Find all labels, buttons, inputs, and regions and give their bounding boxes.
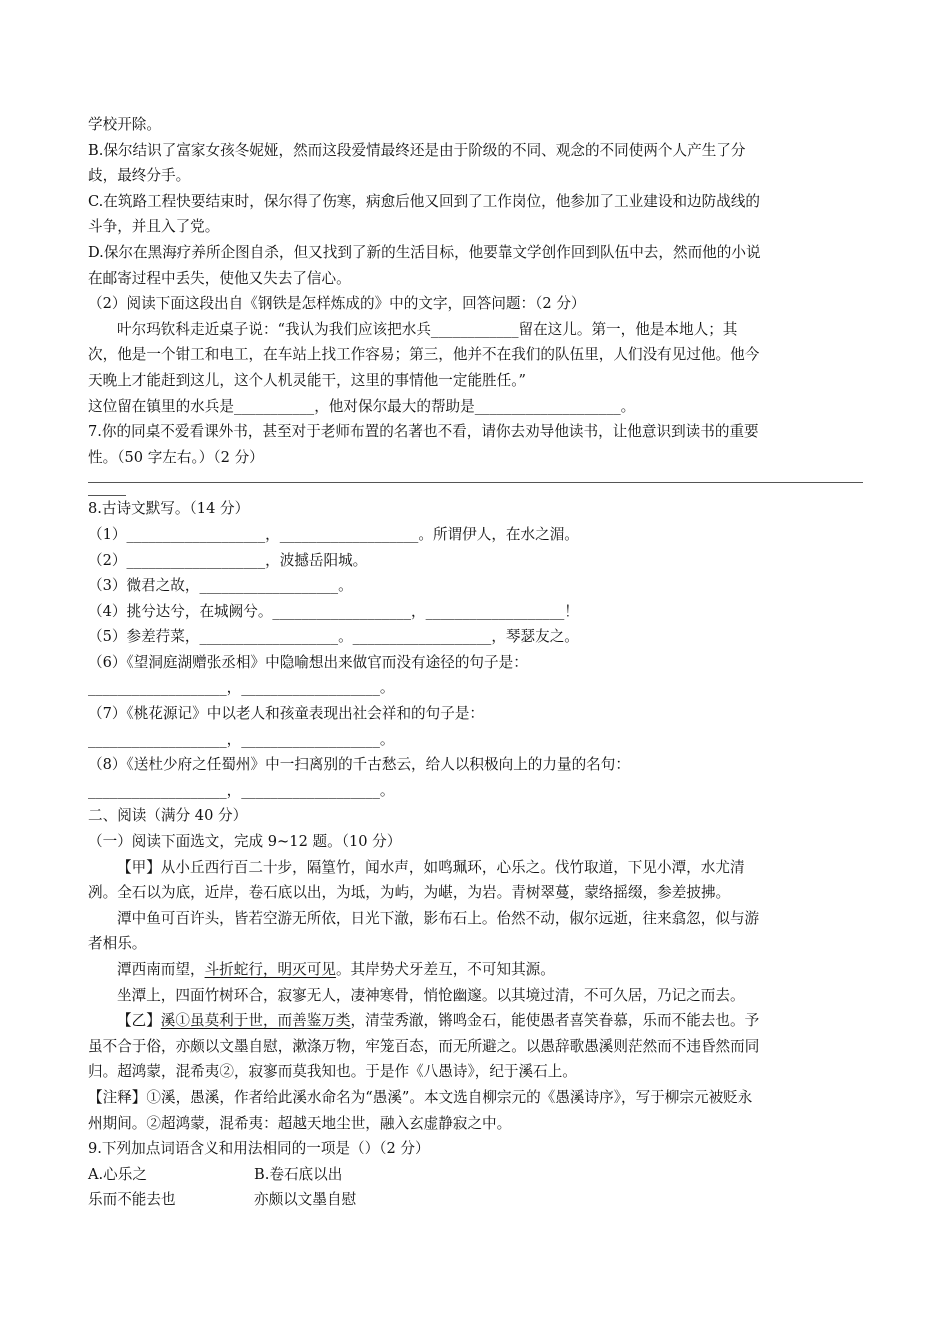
excerpt-line: 叶尔玛钦科走近桌子说：“我认为我们应该把水兵____________留在这儿。第一，他是本地人；其 [117, 320, 738, 338]
choice-b: B.卷石底以出 [254, 1165, 343, 1183]
recitation-7: （7）《桃花源记》中以老人和孩童表现出社会祥和的句子是： [88, 705, 485, 723]
annotation: 州期间。②超鸿蒙，混希夷：超越天地尘世，融入玄虚静寂之中。 [88, 1114, 512, 1132]
option-c: C.在筑路工程快要结束时，保尔得了伤寒，病愈后他又回到了工作岗位，他参加了工业建设和边防战线的 [88, 192, 761, 210]
passage-line: 者相乐。 [88, 935, 147, 953]
answer-line-end[interactable] [88, 483, 126, 496]
passage-line: 坐潭上，四面竹树环合，寂寥无人，凄神寒骨，悄怆幽邃。以其境过清，不可久居，乃记之而去。 [117, 986, 745, 1004]
answer-prompt: 这位留在镇里的水兵是___________，他对保尔最大的帮助是____________________。 [88, 397, 636, 415]
passage-line: 冽。全石以为底，近岸，卷石底以出，为坻，为屿，为嵁，为岩。青树翠蔓，蒙络摇缀，参差披拂。 [88, 884, 731, 902]
recitation-5: （5）参差荇菜，___________________。___________________，琴瑟友之。 [88, 628, 579, 646]
subsection-heading: （一）阅读下面选文，完成 9~12 题。（10 分） [88, 833, 402, 851]
answer-blanks: ___________________，___________________。 [88, 730, 395, 748]
answer-blanks: ___________________，___________________。 [88, 781, 395, 799]
passage-line: 【甲】从小丘西行百二十步，隔篁竹，闻水声，如鸣珮环，心乐之。伐竹取道，下见小潭，水尤清 [117, 858, 745, 876]
question-7: 7.你的同桌不爱看课外书，甚至对于老师布置的名著也不看，请你去劝导他读书，让他意识到读书的重要 [88, 423, 759, 441]
choice-b-compare: 亦颇以文墨自慰 [254, 1191, 357, 1209]
recitation-2: （2）___________________，波撼岳阳城。 [88, 551, 368, 569]
passage-line: 虽不合于俗，亦颇以文墨自慰，漱涤万物，牢笼百态，而无所避之。以愚辞歌愚溪则茫然而不违昏然而同 [88, 1037, 760, 1055]
question-8: 8.古诗文默写。（14 分） [88, 500, 250, 518]
passage-line [88, 957, 863, 983]
exam-page [88, 112, 863, 1213]
option-d: D.保尔在黑海疗养所企图自杀，但又找到了新的生活目标，他要靠文学创作回到队伍中去，然而他的小说 [88, 243, 761, 261]
passage-line: 潭中鱼可百许头，皆若空游无所依，日光下澈，影布石上。佁然不动，俶尔远逝，往来翕忽，似与游 [117, 909, 760, 927]
text-line: 斗争，并且入了党。 [88, 218, 220, 236]
choice-row [88, 1187, 863, 1213]
text-line: 性。（50 字左右。）（2 分） [88, 448, 264, 466]
text-line: 在邮寄过程中丢失，使他又失去了信心。 [88, 269, 351, 287]
passage-text: 潭西南而望， [117, 961, 205, 978]
underlined-sentence: 溪①虽莫利于世，而善鉴万类 [160, 1012, 351, 1030]
passage-text: ，清莹秀澈，锵鸣金石，能使愚者喜笑眷慕，乐而不能去也。予 [350, 1012, 760, 1030]
passage-line [88, 1008, 863, 1034]
passage-text: 【乙】 [117, 1012, 161, 1030]
choice-row [88, 1162, 863, 1188]
choice-a: A.心乐之 [88, 1165, 147, 1183]
text-line: 歧，最终分手。 [88, 167, 191, 185]
answer-blanks: ___________________，___________________。 [88, 679, 395, 697]
answer-line[interactable] [88, 482, 863, 483]
choice-a-compare: 乐而不能去也 [88, 1191, 176, 1209]
recitation-6: （6）《望洞庭湖赠张丞相》中隐喻想出来做官而没有途径的句子是： [88, 653, 528, 671]
underlined-sentence: 斗折蛇行，明灭可见 [204, 961, 336, 978]
recitation-4: （4）挑兮达兮，在城阙兮。___________________，___________________！ [88, 602, 579, 620]
excerpt-line: 次，他是一个钳工和电工，在车站上找工作容易；第三，他并不在我们的队伍里，人们没有见过他。他今 [88, 346, 760, 364]
annotation: 【注释】①溪，愚溪，作者给此溪水命名为“愚溪”。本文选自柳宗元的《愚溪诗序》，写于柳宗元被贬永 [88, 1088, 753, 1106]
question-6-2: （2）阅读下面这段出自《钢铁是怎样炼成的》中的文字，回答问题：（2 分） [88, 295, 586, 313]
passage-text: 。其岸势犬牙差互，不可知其源。 [335, 961, 555, 978]
text-line: 学校开除。 [88, 116, 161, 133]
passage-line: 归。超鸿蒙，混希夷②，寂寥而莫我知也。于是作《八愚诗》，纪于溪石上。 [88, 1063, 577, 1081]
option-b: B.保尔结识了富家女孩冬妮娅，然而这段爱情最终还是由于阶级的不同、观念的不同使两个人产生了分 [88, 141, 746, 159]
recitation-1: （1）___________________，___________________。所谓伊人，在水之湄。 [88, 525, 579, 543]
recitation-8: （8）《送杜少府之任蜀州》中一扫离别的千古愁云，给人以积极向上的力量的名句： [88, 756, 630, 774]
excerpt-line: 天晚上才能赶到这儿，这个人机灵能干，这里的事情他一定能胜任。” [88, 371, 526, 389]
recitation-3: （3）微君之故，___________________。 [88, 577, 353, 595]
section-heading: 二、阅读（满分 40 分） [88, 807, 248, 825]
question-9: 9.下列加点词语含义和用法相同的一项是（）（2 分） [88, 1140, 430, 1158]
